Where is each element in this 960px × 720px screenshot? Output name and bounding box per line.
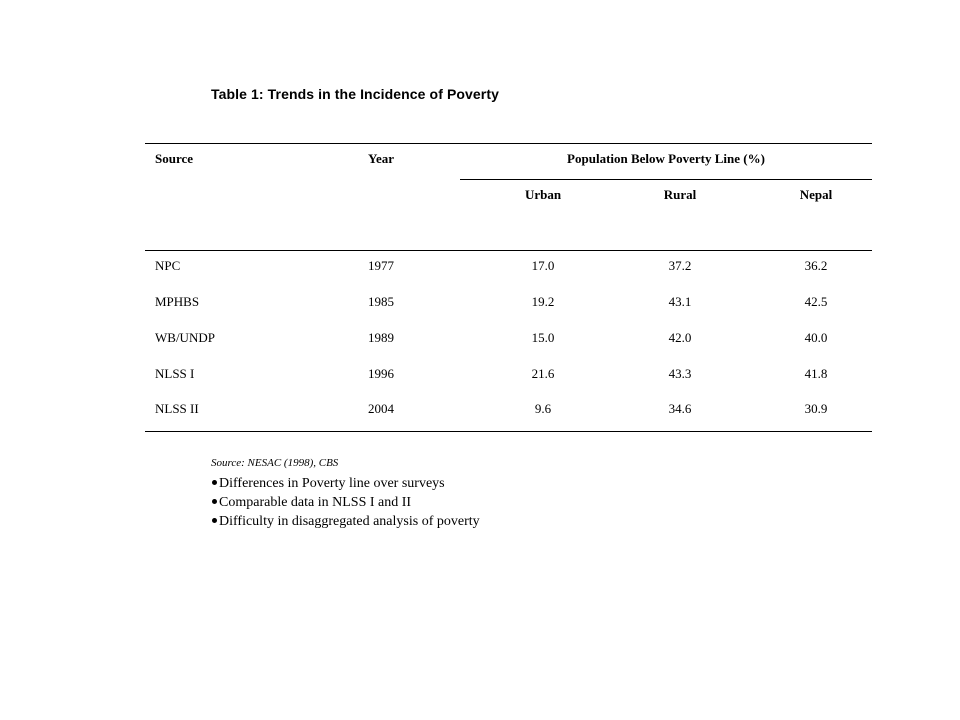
cell-nepal: 30.9 [804,401,828,416]
cell-source: NLSS II [155,401,199,416]
cell-year: 1989 [368,330,394,345]
cell-nepal: 36.2 [804,258,828,273]
cell-rural: 34.6 [668,401,692,416]
bullet-text: Differences in Poverty line over surveys [219,476,445,491]
cell-urban: 15.0 [531,330,555,345]
cell-year: 1977 [368,258,394,273]
cell-urban: 9.6 [534,401,552,416]
table-bottom-rule [145,431,872,432]
header-population-group: Population Below Poverty Line (%) [567,151,765,166]
bullet-text: Difficulty in disaggregated analysis of poverty [219,514,480,529]
cell-source: NPC [155,258,181,273]
header-source: Source [155,151,194,166]
bullet-item [212,474,480,493]
cell-urban: 21.6 [531,366,555,381]
bullet-item [212,493,480,512]
source-note: Source: NESAC (1998), CBS [211,457,339,469]
header-urban: Urban [524,187,562,202]
header-year: Year [368,151,394,166]
bullet-dot-icon [212,499,217,504]
cell-year: 2004 [368,401,394,416]
cell-rural: 42.0 [668,330,692,345]
cell-nepal: 41.8 [804,366,828,381]
cell-urban: 19.2 [531,294,555,309]
header-bottom-rule [145,250,872,251]
cell-rural: 37.2 [668,258,692,273]
bullet-dot-icon [212,518,217,523]
cell-nepal: 40.0 [804,330,828,345]
bullet-item [212,512,480,531]
cell-rural: 43.1 [668,294,692,309]
cell-year: 1985 [368,294,394,309]
cell-urban: 17.0 [531,258,555,273]
cell-rural: 43.3 [668,366,692,381]
cell-year: 1996 [368,366,394,381]
cell-nepal: 42.5 [804,294,828,309]
group-header-rule [460,179,872,180]
cell-source: MPHBS [155,294,200,309]
table-title: Table 1: Trends in the Incidence of Poverty [211,86,499,102]
header-nepal: Nepal [799,187,833,202]
bullet-dot-icon [212,480,217,485]
cell-source: WB/UNDP [155,330,215,345]
bullet-text: Comparable data in NLSS I and II [219,495,412,510]
table-top-rule [145,143,872,144]
bullet-list [212,474,480,531]
header-rural: Rural [663,187,697,202]
cell-source: NLSS I [155,366,195,381]
